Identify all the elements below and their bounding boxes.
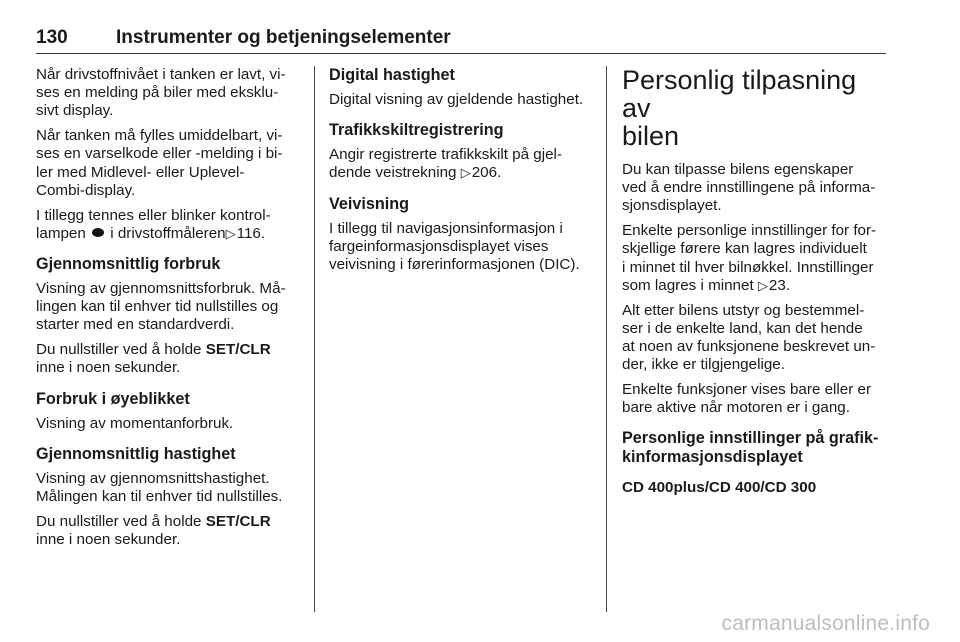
- paragraph: Alt etter bilens utstyr og bestemmel- ser i de enkelte land, kan det hende at noen av funksjonene beskrevet un- der, ikke er tilgjengelige.: [622, 301, 876, 374]
- page-reference: 116.: [236, 224, 266, 242]
- arrow-ref-icon: ▷: [757, 277, 768, 293]
- text-fragment: Angir registrerte trafikkskilt på gjel- dende veistrekning: [329, 146, 562, 182]
- paragraph: Visning av gjennomsnittshastighet. Målingen kan til enhver tid nullstilles.: [36, 469, 283, 506]
- column-2: [329, 66, 594, 281]
- paragraph: [36, 341, 298, 377]
- section-heading: Trafikkskiltregistrering: [329, 121, 504, 140]
- column-divider-1: [314, 66, 315, 612]
- paragraph: Enkelte funksjoner vises bare eller er bare aktive når motoren er i gang.: [622, 381, 872, 417]
- paragraph: [329, 146, 594, 182]
- column-1: [36, 66, 298, 556]
- section-heading: Forbruk i øyeblikket: [36, 389, 190, 408]
- watermark: carmanualsonline.info: [721, 612, 930, 635]
- section-heading: Gjennomsnittlig forbruk: [36, 255, 221, 274]
- paragraph: Visning av momentanforbruk.: [36, 414, 234, 432]
- paragraph: [36, 513, 298, 549]
- page-reference: 206.: [471, 164, 502, 182]
- paragraph: Visning av gjennomsnittsforbruk. Må- lingen kan til enhver tid nullstilles og starter med en standardverdi.: [36, 280, 286, 334]
- chapter-title: Instrumenter og betjeningselementer: [116, 27, 451, 48]
- paragraph: I tillegg til navigasjonsinformasjon i fargeinformasjonsdisplayet vises veivisning i førerinformasjonen (DIC).: [329, 219, 580, 274]
- text-fragment: Du nullstiller ved å holde: [36, 341, 206, 359]
- section-heading: Digital hastighet: [329, 66, 455, 84]
- page-header: [36, 27, 886, 54]
- arrow-ref-icon: ▷: [225, 225, 236, 241]
- paragraph: Du kan tilpasse bilens egenskaper ved å endre innstillingene på informa- sjonsdisplayet.: [622, 161, 876, 215]
- text-fragment: inne i noen sekunder.: [36, 531, 181, 549]
- page-reference: 23.: [768, 276, 791, 294]
- sub-heading: CD 400plus/CD 400/CD 300: [622, 479, 817, 497]
- arrow-ref-icon: ▷: [460, 165, 471, 181]
- section-heading: Personlige innstillinger på grafik- kinformasjonsdisplayet: [622, 429, 879, 467]
- paragraph: Digital visning av gjeldende hastighet.: [329, 91, 584, 108]
- paragraph: Når tanken må fylles umiddelbart, vi- ses en varselkode eller -melding i bi- ler med Midlevel- eller Uplevel- Combi-display.: [36, 127, 283, 199]
- paragraph: Når drivstoffnivået i tanken er lavt, vi- ses en melding på biler med eksklu- sivt display.: [36, 66, 286, 120]
- text-fragment: I tillegg tennes eller blinker kontrol- lampen: [36, 206, 271, 242]
- button-name: SET/CLR: [205, 341, 271, 359]
- page-number: 130: [36, 27, 68, 48]
- text-fragment: Enkelte personlige innstillinger for for- skjellige førere kan lagres individuelt i minnet til hver bilnøkkel. Innstillinger som lagres i minnet: [622, 222, 877, 294]
- paragraph: [622, 222, 888, 295]
- fuel-warning-lamp-icon: [92, 228, 104, 237]
- text-fragment: i drivstoffmåleren: [106, 224, 226, 242]
- section-heading: Veivisning: [329, 194, 410, 213]
- column-3: [622, 66, 888, 498]
- button-name: SET/CLR: [205, 512, 271, 530]
- paragraph: [36, 207, 298, 243]
- section-heading: Gjennomsnittlig hastighet: [36, 444, 236, 463]
- text-fragment: inne i noen sekunder.: [36, 359, 181, 377]
- chapter-section-title: Personlig tilpasning av bilen: [622, 65, 857, 151]
- text-fragment: Du nullstiller ved å holde: [36, 512, 206, 530]
- column-divider-2: [606, 66, 607, 612]
